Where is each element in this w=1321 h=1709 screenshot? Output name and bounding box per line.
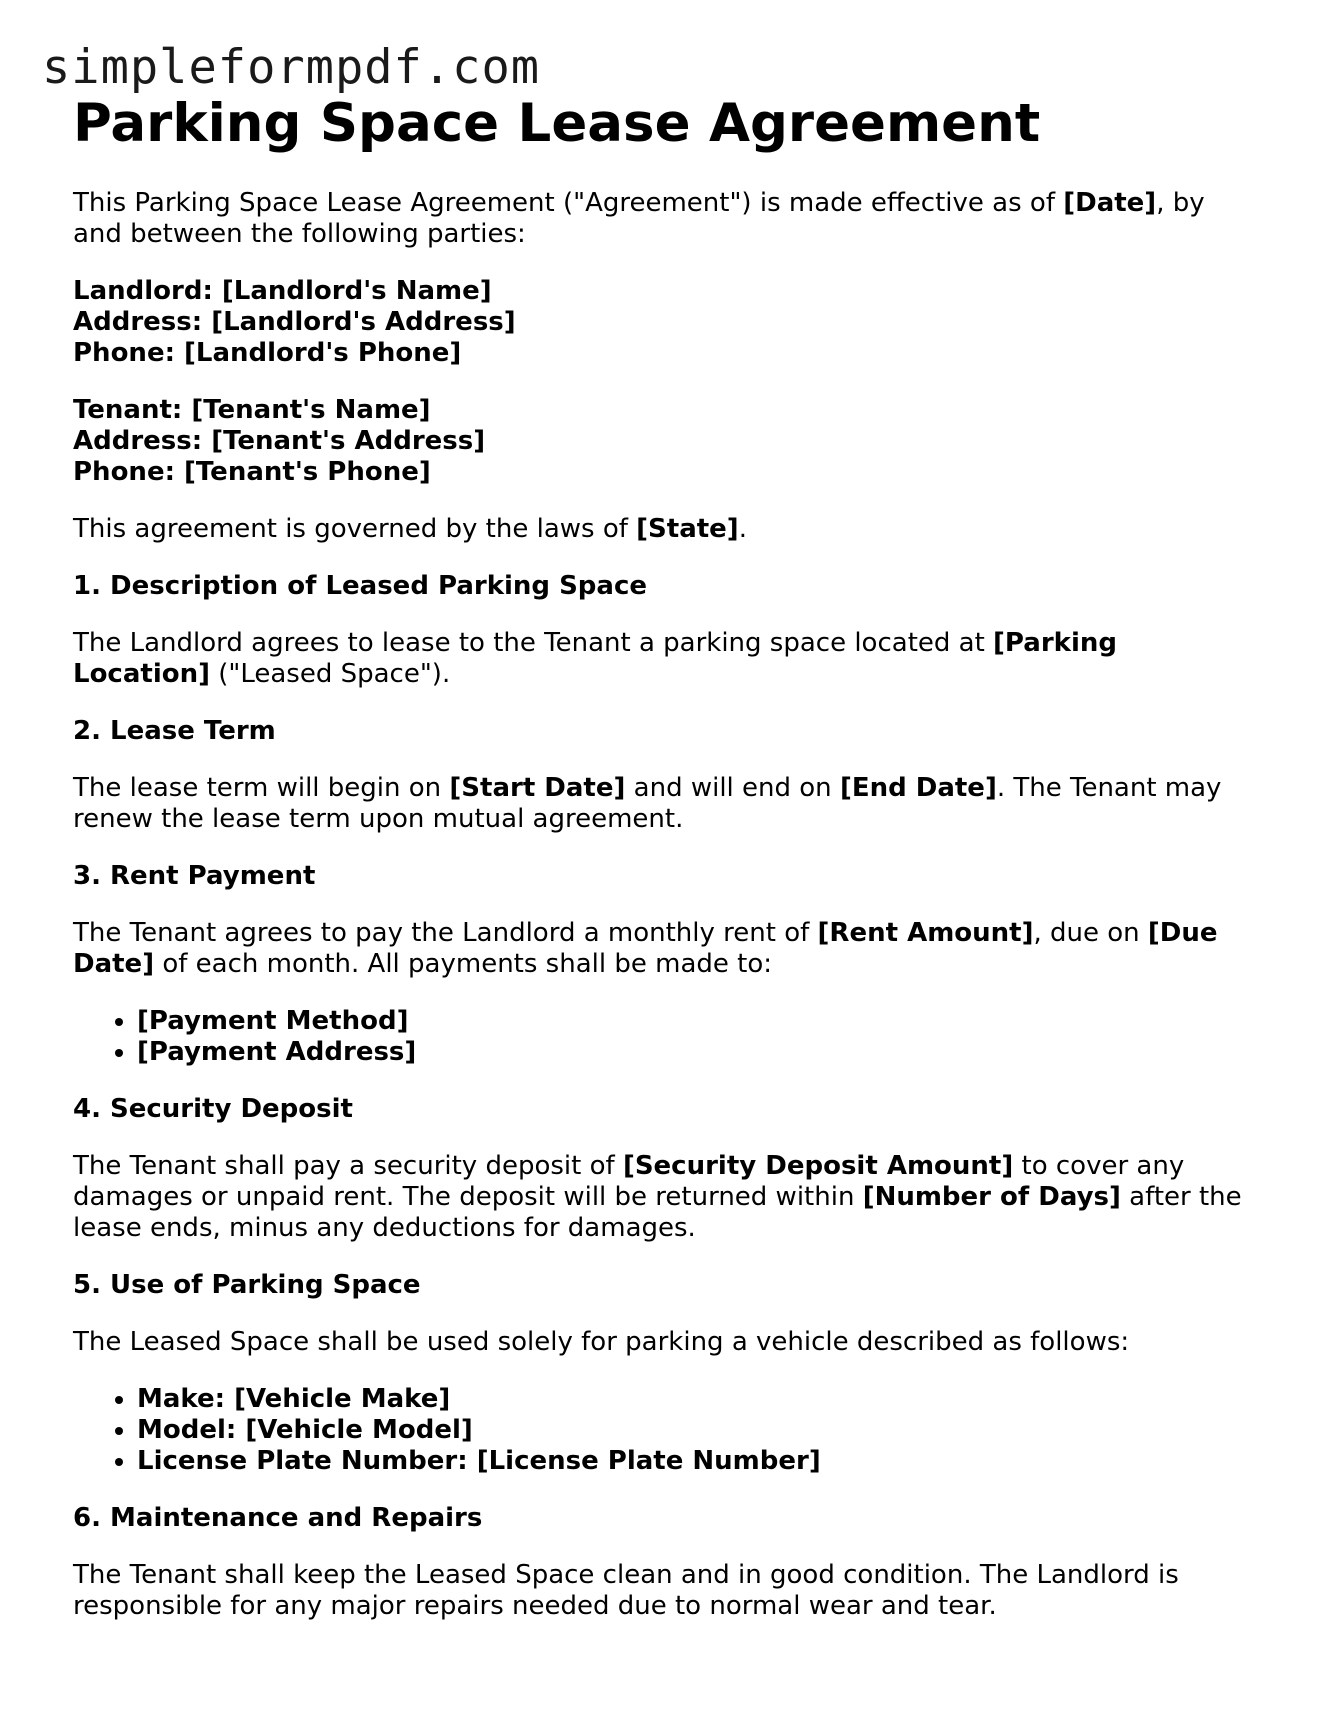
section-2-text-3: . The Tenant may renew the lease term upon mutual agreement. [73, 773, 1222, 834]
section-2-heading: 2. Lease Term [73, 716, 276, 746]
section-5-heading: 5. Use of Parking Space [73, 1270, 421, 1300]
end-date-placeholder: [End Date] [839, 773, 997, 803]
section-3-heading: 3. Rent Payment [73, 861, 316, 891]
tenant-block [73, 395, 1253, 488]
section-3-text-3: of each month. All payments shall be made to: [154, 949, 772, 979]
section-4-text-3: after the lease ends, minus any deductions for damages. [73, 1182, 1242, 1243]
section-3-text-2: , due on [1033, 918, 1148, 948]
list-item: • Make: [Vehicle Make] [137, 1384, 1253, 1415]
site-watermark: simpleformpdf.com [42, 40, 541, 95]
section-2-paragraph [73, 773, 1253, 835]
section-4-text-1: The Tenant shall pay a security deposit of [73, 1151, 623, 1181]
landlord-name: Landlord: [Landlord's Name] [73, 276, 492, 306]
start-date-placeholder: [Start Date] [449, 773, 626, 803]
payment-list [73, 1006, 1253, 1068]
section-4-heading: 4. Security Deposit [73, 1094, 353, 1124]
intro-text-1: This Parking Space Lease Agreement ("Agreement") is made effective as of [73, 188, 1064, 218]
section-2-text-2: and will end on [625, 773, 840, 803]
landlord-phone: Phone: [Landlord's Phone] [73, 338, 462, 368]
section-6-heading: 6. Maintenance and Repairs [73, 1503, 483, 1533]
section-5-paragraph: The Leased Space shall be used solely for parking a vehicle described as follows: [73, 1327, 1130, 1357]
landlord-block [73, 276, 1253, 369]
section-1-paragraph [73, 628, 1253, 690]
landlord-address: Address: [Landlord's Address] [73, 307, 516, 337]
tenant-name: Tenant: [Tenant's Name] [73, 395, 431, 425]
intro-text-2: , by and between the following parties: [73, 188, 1205, 249]
list-item: • License Plate Number: [License Plate Number] [137, 1446, 1253, 1477]
section-3-paragraph [73, 918, 1253, 980]
number-of-days-placeholder: [Number of Days] [862, 1182, 1121, 1212]
section-4-text-2: to cover any damages or unpaid rent. The deposit will be returned within [73, 1151, 1185, 1212]
list-item: • [Payment Address] [137, 1037, 1253, 1068]
due-date-placeholder: [Due Date] [73, 918, 1218, 979]
section-3-text-1: The Tenant agrees to pay the Landlord a monthly rent of [73, 918, 818, 948]
section-4-paragraph [73, 1151, 1253, 1244]
list-item: • [Payment Method] [137, 1006, 1253, 1037]
state-placeholder: [State] [636, 514, 739, 544]
section-1-heading: 1. Description of Leased Parking Space [73, 571, 648, 601]
tenant-address: Address: [Tenant's Address] [73, 426, 486, 456]
parking-location-placeholder: [Parking Location] [73, 628, 1117, 689]
section-1-text-2: ("Leased Space"). [209, 659, 451, 689]
governing-law-paragraph [73, 514, 1253, 545]
document-title: Parking Space Lease Agreement [73, 93, 1041, 154]
section-2-text-1: The lease term will begin on [73, 773, 450, 803]
vehicle-list [73, 1384, 1253, 1477]
tenant-phone: Phone: [Tenant's Phone] [73, 457, 431, 487]
intro-paragraph [73, 188, 1253, 250]
rent-amount-placeholder: [Rent Amount] [817, 918, 1034, 948]
section-6-paragraph: The Tenant shall keep the Leased Space clean and in good condition. The Landlord is responsible for any major repairs needed due to normal wear and tear. [73, 1560, 1179, 1621]
list-item: • Model: [Vehicle Model] [137, 1415, 1253, 1446]
document-body [73, 88, 1253, 1622]
governing-text-2: . [738, 514, 747, 544]
governing-text-1: This agreement is governed by the laws of [73, 514, 637, 544]
security-deposit-placeholder: [Security Deposit Amount] [622, 1151, 1014, 1181]
section-1-text-1: The Landlord agrees to lease to the Tenant a parking space located at [73, 628, 994, 658]
date-placeholder: [Date] [1063, 188, 1157, 218]
